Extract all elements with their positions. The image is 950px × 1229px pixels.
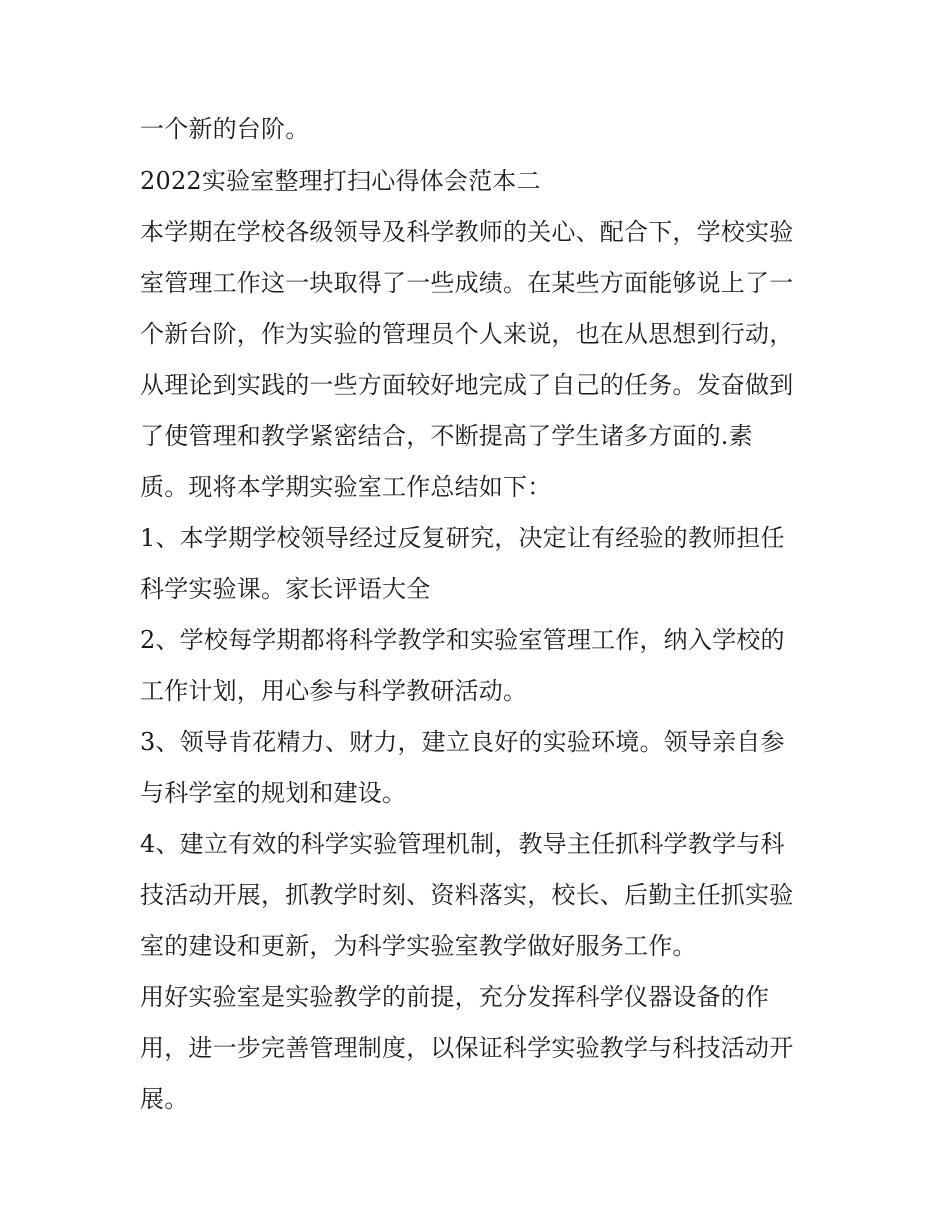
text-line: 从理论到实践的一些方面较好地完成了自己的任务。发奋做到 xyxy=(140,371,794,399)
text-line: 用好实验室是实验教学的前提，充分发挥科学仪器设备的作 xyxy=(140,983,770,1011)
list-item-4: 4、建立有效的科学实验管理机制，教导主任抓科学教学与科 xyxy=(140,830,785,858)
text-line: 本学期在学校各级领导及科学教师的关心、配合下，学校实验 xyxy=(140,218,794,246)
text-line: 科学实验课。家长评语大全 xyxy=(140,575,431,603)
text-line: 用，进一步完善管理制度，以保证科学实验教学与科技活动开 xyxy=(140,1034,794,1062)
text-line: 展。 xyxy=(140,1085,189,1113)
section-heading: 2022实验室整理打扫心得体会范本二 xyxy=(140,167,541,195)
list-item-1: 1、本学期学校领导经过反复研究，决定让有经验的教师担任 xyxy=(140,524,785,552)
list-item-2: 2、学校每学期都将科学教学和实验室管理工作，纳入学校的 xyxy=(140,626,785,654)
text-line: 工作计划，用心参与科学教研活动。 xyxy=(140,677,528,705)
text-line: 个新台阶，作为实验的管理员个人来说，也在从思想到行动， xyxy=(140,320,794,348)
list-item-3: 3、领导肯花精力、财力，建立良好的实验环境。领导亲自参 xyxy=(140,728,785,756)
text-line: 与科学室的规划和建设。 xyxy=(140,779,407,807)
text-line: 一个新的台阶。 xyxy=(140,115,310,143)
text-line: 室管理工作这一块取得了一些成绩。在某些方面能够说上了一 xyxy=(140,269,794,297)
text-line: 室的建设和更新，为科学实验室教学做好服务工作。 xyxy=(140,932,697,960)
text-line: 了使管理和教学紧密结合，不断提高了学生诸多方面的.素 xyxy=(140,422,753,450)
text-line: 质。现将本学期实验室工作总结如下： xyxy=(140,473,552,501)
text-line: 技活动开展，抓教学时刻、资料落实，校长、后勤主任抓实验 xyxy=(140,881,794,909)
